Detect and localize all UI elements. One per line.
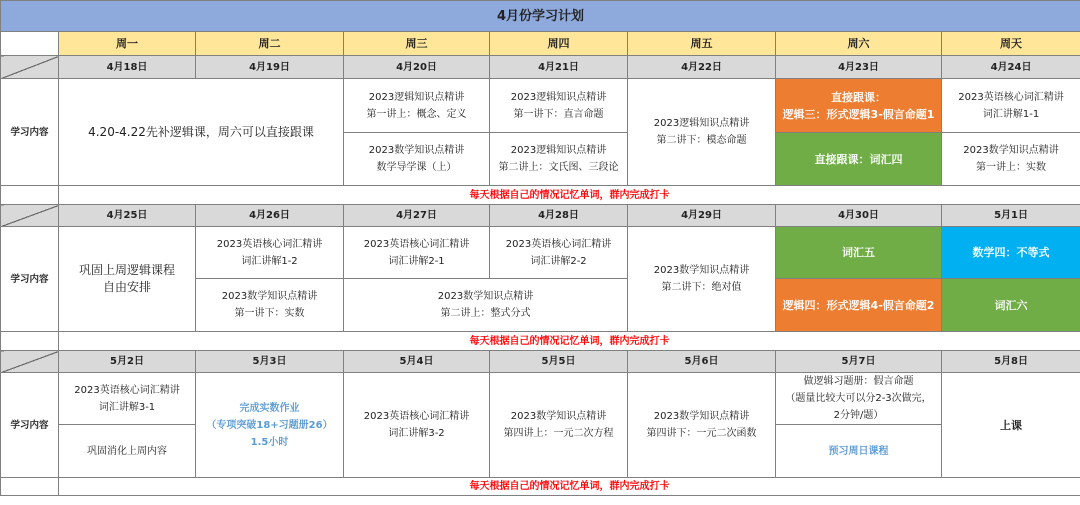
date-cell: 5月7日 — [776, 351, 942, 373]
row-label: 学习内容 — [1, 373, 59, 478]
task-cell: 2023英语核心词汇精讲 词汇讲解2-1 — [344, 227, 490, 279]
date-cell: 4月28日 — [490, 205, 628, 227]
note-spacer — [1, 332, 59, 351]
diagonal-cell — [1, 351, 59, 373]
daily-note: 每天根据自己的情况记忆单词，群内完成打卡 — [59, 478, 1080, 496]
diagonal-cell — [1, 205, 59, 227]
task-cell: 2023数学知识点精讲 第二讲下：绝对值 — [628, 227, 776, 332]
daily-note: 每天根据自己的情况记忆单词，群内完成打卡 — [59, 186, 1080, 205]
date-cell: 4月23日 — [776, 56, 942, 79]
task-cell: 2023英语核心词汇精讲 词汇讲解3-1 — [59, 373, 196, 425]
task-cell: 2023数学知识点精讲 第四讲上：一元二次方程 — [490, 373, 628, 478]
task-cell: 完成实数作业 （专项突破18+习题册26） 1.5小时 — [196, 373, 344, 478]
page-title: 4月份学习计划 — [1, 1, 1080, 32]
task-cell: 2023数学知识点精讲 第一讲下：实数 — [196, 279, 344, 332]
task-cell-highlight: 直接跟课：词汇四 — [776, 133, 942, 186]
task-cell: 2023数学知识点精讲 第一讲上：实数 — [942, 133, 1080, 186]
task-cell: 2023英语核心词汇精讲 词汇讲解1-1 — [942, 79, 1080, 133]
task-cell: 2023数学知识点精讲 第二讲上：整式分式 — [344, 279, 628, 332]
task-cell: 2023数学知识点精讲 数学导学课（上） — [344, 133, 490, 186]
task-cell-highlight: 词汇六 — [942, 279, 1080, 332]
date-cell: 4月26日 — [196, 205, 344, 227]
date-cell: 5月2日 — [59, 351, 196, 373]
task-cell: 做逻辑习题册：假言命题 （题量比较大可以分2-3次做完， 2分钟/题） — [776, 373, 942, 425]
weekday-sun: 周天 — [942, 32, 1080, 56]
date-cell: 4月25日 — [59, 205, 196, 227]
task-cell: 2023逻辑知识点精讲 第二讲下：模态命题 — [628, 79, 776, 186]
note-spacer — [1, 478, 59, 496]
task-cell: 巩固消化上周内容 — [59, 425, 196, 478]
row-label: 学习内容 — [1, 227, 59, 332]
date-cell: 5月5日 — [490, 351, 628, 373]
task-cell: 2023逻辑知识点精讲 第一讲下：直言命题 — [490, 79, 628, 133]
weekday-sat: 周六 — [776, 32, 942, 56]
row-label: 学习内容 — [1, 79, 59, 186]
weekday-wed: 周三 — [344, 32, 490, 56]
task-cell: 2023英语核心词汇精讲 词汇讲解2-2 — [490, 227, 628, 279]
date-cell: 4月21日 — [490, 56, 628, 79]
task-cell-highlight: 词汇五 — [776, 227, 942, 279]
date-cell: 5月3日 — [196, 351, 344, 373]
task-cell: 预习周日课程 — [776, 425, 942, 478]
daily-note: 每天根据自己的情况记忆单词，群内完成打卡 — [59, 332, 1080, 351]
task-cell: 2023英语核心词汇精讲 词汇讲解3-2 — [344, 373, 490, 478]
date-cell: 4月24日 — [942, 56, 1080, 79]
weekday-thu: 周四 — [490, 32, 628, 56]
date-cell: 4月19日 — [196, 56, 344, 79]
date-cell: 5月4日 — [344, 351, 490, 373]
task-cell: 巩固上周逻辑课程 自由安排 — [59, 227, 196, 332]
task-cell: 4.20-4.22先补逻辑课，周六可以直接跟课 — [59, 79, 344, 186]
task-cell: 2023逻辑知识点精讲 第二讲上：文氏图、三段论 — [490, 133, 628, 186]
task-cell-highlight: 直接跟课： 逻辑三：形式逻辑3-假言命题1 — [776, 79, 942, 133]
task-cell: 2023逻辑知识点精讲 第一讲上：概念、定义 — [344, 79, 490, 133]
weekday-fri: 周五 — [628, 32, 776, 56]
date-cell: 4月22日 — [628, 56, 776, 79]
date-cell: 4月30日 — [776, 205, 942, 227]
date-cell: 4月29日 — [628, 205, 776, 227]
task-cell: 2023英语核心词汇精讲 词汇讲解1-2 — [196, 227, 344, 279]
date-cell: 5月8日 — [942, 351, 1080, 373]
task-cell-highlight: 数学四：不等式 — [942, 227, 1080, 279]
weekday-mon: 周一 — [59, 32, 196, 56]
task-cell: 上课 — [942, 373, 1080, 478]
date-cell: 4月27日 — [344, 205, 490, 227]
diagonal-cell — [1, 56, 59, 79]
date-cell: 5月6日 — [628, 351, 776, 373]
note-spacer — [1, 186, 59, 205]
weekday-tue: 周二 — [196, 32, 344, 56]
task-cell-highlight: 逻辑四：形式逻辑4-假言命题2 — [776, 279, 942, 332]
task-cell: 2023数学知识点精讲 第四讲下：一元二次函数 — [628, 373, 776, 478]
date-cell: 5月1日 — [942, 205, 1080, 227]
header-corner — [1, 32, 59, 56]
date-cell: 4月20日 — [344, 56, 490, 79]
date-cell: 4月18日 — [59, 56, 196, 79]
